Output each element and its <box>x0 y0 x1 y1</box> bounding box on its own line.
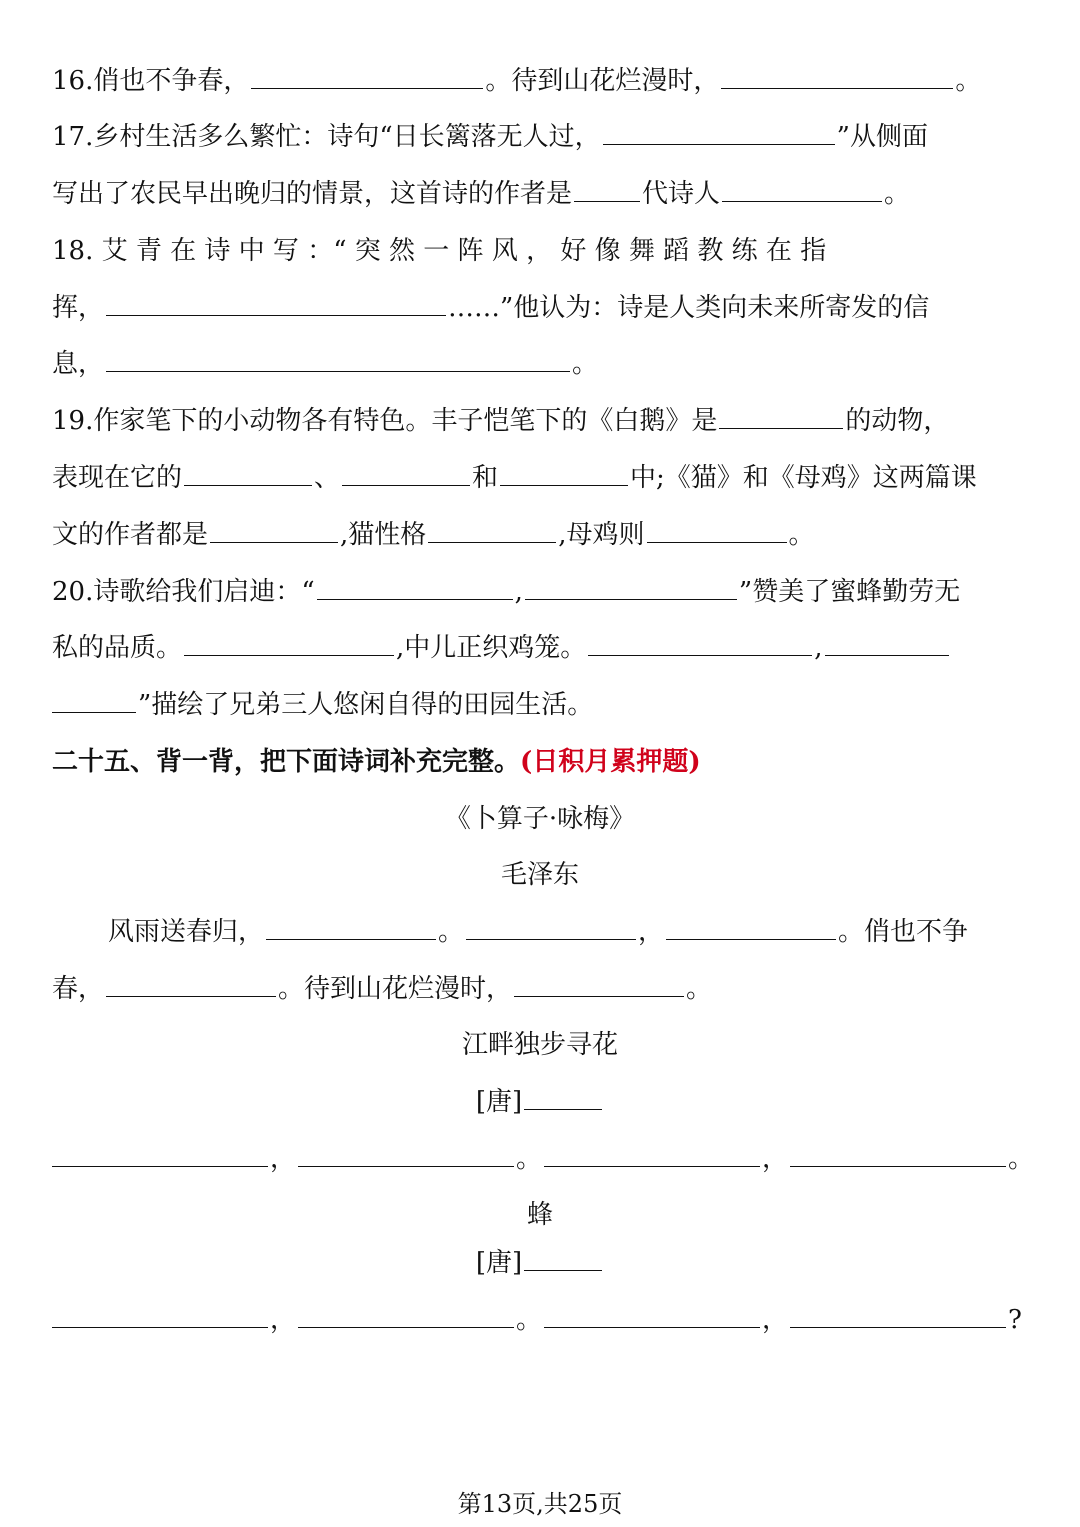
poem-1-text-f: 。待到山花烂漫时， <box>278 974 513 1004</box>
q19-text-i: ,母鸡则 <box>558 520 645 550</box>
poem-3-blank-3[interactable] <box>544 1303 760 1328</box>
poem-3-author-blank[interactable] <box>524 1246 602 1271</box>
poem-1-blank-1[interactable] <box>266 915 436 940</box>
q18-text-b: 挥， <box>52 293 105 323</box>
poem-2-punct-4: 。 <box>1008 1144 1035 1174</box>
poem-1-text-b: 。 <box>438 917 465 947</box>
poem-1-text-a: 风雨送春归， <box>108 917 265 947</box>
q17-text-a: 17.乡村生活多么繁忙：诗句“日长篱落无人过， <box>52 122 601 152</box>
q19-text-c: 表现在它的 <box>52 463 183 493</box>
poem-2-dynasty: [唐] <box>475 1087 523 1117</box>
q17-text-b: ”从侧面 <box>836 122 928 152</box>
q16-blank-2[interactable] <box>721 64 953 89</box>
q17-text-e: 。 <box>884 179 911 209</box>
poem-2-line <box>52 1142 1035 1176</box>
poem-3-blank-4[interactable] <box>790 1303 1006 1328</box>
q19-text-e: 和 <box>472 463 499 493</box>
poem-2-blank-4[interactable] <box>790 1142 1006 1167</box>
poem-1-line-2 <box>52 972 1028 1006</box>
poem-3-blank-1[interactable] <box>52 1303 268 1328</box>
poem-1-blank-3[interactable] <box>666 915 836 940</box>
poem-2-punct-2: 。 <box>516 1144 543 1174</box>
q18-text-c: ……”他认为：诗是人类向未来所寄发的信 <box>448 293 930 323</box>
q19-blank-5[interactable] <box>210 518 338 543</box>
q20-blank-6[interactable] <box>52 688 136 713</box>
q18-text-d: 息， <box>52 349 105 379</box>
page-footer: 第13页,共25页 <box>457 1490 623 1518</box>
q19-line-1 <box>52 404 1028 438</box>
q18-text-a: 18. 艾 青 在 诗 中 写 ：“ 突 然 一 阵 风 ， 好 像 舞 蹈 教 练 在 指 <box>52 236 827 266</box>
q18-blank-2[interactable] <box>106 347 570 372</box>
section-25-title: 二十五、背一背，把下面诗词补充完整。 <box>52 747 521 777</box>
q19-blank-3[interactable] <box>342 461 470 486</box>
q19-blank-2[interactable] <box>184 461 312 486</box>
poem-3-punct-4: ? <box>1008 1305 1022 1335</box>
q19-text-f: 中;《猫》和《母鸡》这两篇课 <box>630 463 977 493</box>
q19-line-2 <box>52 461 1028 495</box>
q17-text-c: 写出了农民早出晚归的情景，这首诗的作者是 <box>52 179 573 209</box>
q18-text-e: 。 <box>572 349 599 379</box>
q16-blank-1[interactable] <box>251 64 483 89</box>
q17-line-2 <box>52 177 1028 211</box>
q18-line-1 <box>52 234 1028 268</box>
poem-1-text-g: 。 <box>686 974 713 1004</box>
q20-blank-4[interactable] <box>588 631 812 656</box>
poem-2-blank-3[interactable] <box>544 1142 760 1167</box>
poem-3-punct-1: ， <box>270 1305 297 1335</box>
poem-1-text-e: 春， <box>52 974 105 1004</box>
poem-3-blank-2[interactable] <box>298 1303 514 1328</box>
q17-line-1 <box>52 120 1028 154</box>
poem-3-author-line <box>0 1246 1080 1280</box>
q16-text-a: 16.俏也不争春， <box>52 66 250 96</box>
q19-blank-7[interactable] <box>647 518 787 543</box>
poem-1-title: 《卜算子·咏梅》 <box>444 804 636 834</box>
section-25-heading <box>52 745 1028 779</box>
poem-3-title: 蜂 <box>526 1200 553 1230</box>
q20-text-e: ,中儿正织鸡笼。 <box>396 633 587 663</box>
q19-text-g: 文的作者都是 <box>52 520 209 550</box>
q20-line-1 <box>52 575 1028 609</box>
poem-2-author-blank[interactable] <box>524 1085 602 1110</box>
q20-blank-3[interactable] <box>184 631 394 656</box>
poem-2-title: 江畔独步寻花 <box>461 1030 618 1060</box>
q19-line-3 <box>52 518 1028 552</box>
poem-1-text-d: 。俏也不争 <box>838 917 969 947</box>
poem-1-line-1 <box>108 915 1028 949</box>
poem-3-dynasty: [唐] <box>475 1248 523 1278</box>
q17-blank-3[interactable] <box>722 177 882 202</box>
poem-1-blank-5[interactable] <box>514 972 684 997</box>
poem-2-author-line <box>0 1085 1080 1119</box>
q20-text-b: , <box>514 577 523 607</box>
q16-line <box>52 64 1028 98</box>
poem-3-line <box>52 1303 1028 1337</box>
q19-text-j: 。 <box>788 520 815 550</box>
q17-blank-1[interactable] <box>603 120 835 145</box>
poem-2-blank-1[interactable] <box>52 1142 268 1167</box>
q20-blank-5[interactable] <box>825 631 949 656</box>
q17-blank-2[interactable] <box>574 177 640 202</box>
q17-text-d: 代诗人 <box>642 179 721 209</box>
section-25-tag: (日积月累押题) <box>520 747 701 777</box>
q20-text-c: ”赞美了蜜蜂勤劳无 <box>738 577 961 607</box>
poem-1-author: 毛泽东 <box>500 860 579 890</box>
q20-text-a: 20.诗歌给我们启迪：“ <box>52 577 315 607</box>
q19-text-a: 19.作家笔下的小动物各有特色。丰子恺笔下的《白鹅》是 <box>52 406 718 436</box>
poem-3-punct-2: 。 <box>516 1305 543 1335</box>
q18-line-2 <box>52 291 1028 325</box>
q20-line-3 <box>52 688 1028 722</box>
q20-blank-2[interactable] <box>525 575 737 600</box>
q19-text-h: ,猫性格 <box>340 520 427 550</box>
poem-2-punct-3: ， <box>762 1144 789 1174</box>
poem-1-text-c: ， <box>638 917 665 947</box>
q18-blank-1[interactable] <box>106 291 446 316</box>
q20-text-g: ”描绘了兄弟三人悠闲自得的田园生活。 <box>138 690 594 720</box>
q19-text-b: 的动物， <box>845 406 950 436</box>
q19-text-d: 、 <box>314 463 341 493</box>
q20-text-f: , <box>814 633 823 663</box>
q20-text-d: 私的品质。 <box>52 633 183 663</box>
poem-3-punct-3: ， <box>762 1305 789 1335</box>
q18-line-3 <box>52 347 1028 381</box>
poem-1-blank-4[interactable] <box>106 972 276 997</box>
q20-blank-1[interactable] <box>317 575 513 600</box>
poem-1-blank-2[interactable] <box>466 915 636 940</box>
poem-2-punct-1: ， <box>270 1144 297 1174</box>
q19-blank-1[interactable] <box>719 404 843 429</box>
poem-2-blank-2[interactable] <box>298 1142 514 1167</box>
q16-text-c: 。 <box>955 66 982 96</box>
q20-line-2 <box>52 631 1028 665</box>
q19-blank-4[interactable] <box>500 461 628 486</box>
q16-text-b: 。待到山花烂漫时， <box>485 66 720 96</box>
q19-blank-6[interactable] <box>428 518 556 543</box>
